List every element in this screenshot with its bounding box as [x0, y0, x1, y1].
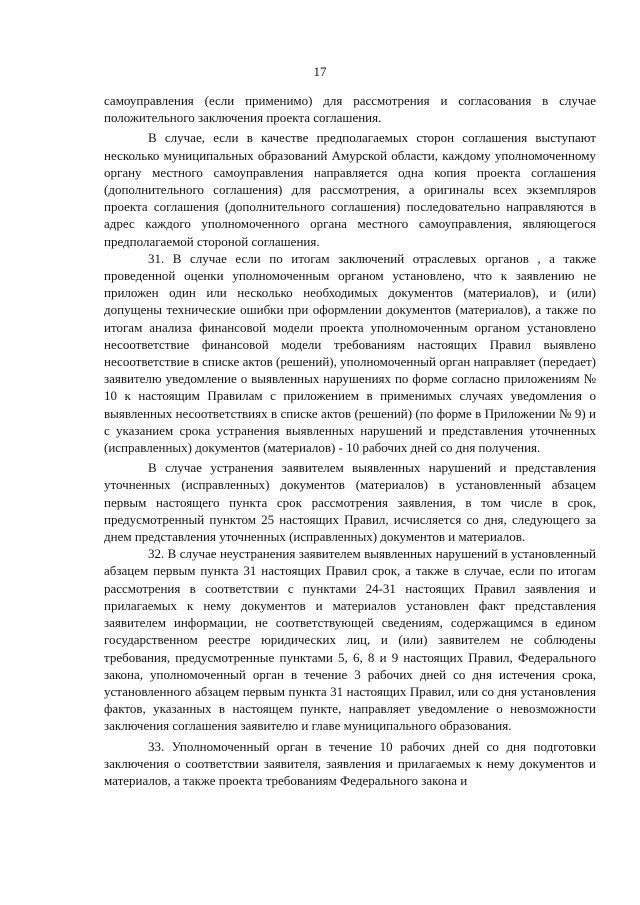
paragraph-continuation: самоуправления (если применимо) для рассмотрения и согласования в случае положительного заключения проекта соглашения. — [104, 93, 596, 126]
document-body — [104, 92, 596, 789]
paragraph-clause-31-remedy: В случае устранения заявителем выявленных нарушений и представления уточненных (исправленных) документов (материалов) в установленный абзацем первым настоящего пункта срок рассмотрения заявления, в том числе в срок, предусмотренный пунктом 25 настоящих Правил, исчисляется со дня, следующего за днем представления уточненных (исправленных) документов и материалов. — [104, 460, 596, 545]
paragraph-clause-32: 32. В случае неустранения заявителем выявленных нарушений в установленный абзацем первым пункта 31 настоящих Правил срок, а также в случае, если по итогам рассмотрения в соответствии с пунктами 24-31 настоящих Правил заявления и прилагаемых к нему документов и материалов установлен факт представления заявителем информации, не соответствующей сведениям, содержащимся в едином государственном реестре юридических лиц, и (или) заявителем не соблюдены требования, предусмотренные пунктами 5, 6, 8 и 9 настоящих Правил, Федерального закона, уполномоченный орган в течение 3 рабочих дней со дня истечения срока, установленного абзацем первым пункта 31 настоящих Правил, или со дня установления фактов, указанных в настоящем пункте, направляет уведомление о невозможности заключения соглашения заявителю и главе муниципального образования. — [104, 546, 596, 734]
page-number: 17 — [313, 64, 327, 79]
paragraph-municipal-copies: В случае, если в качестве предполагаемых сторон соглашения выступают несколько муниципальных образований Амурской области, каждому уполномоченному органу местного самоуправления направляется одна копия проекта соглашения (дополнительного соглашения) для рассмотрения, а оригиналы всех экземпляров проекта соглашения (дополнительного соглашения) последовательно направляются в адрес каждого уполномоченного органа местного самоуправления, являющегося предполагаемой стороной соглашения. — [104, 130, 596, 249]
paragraph-clause-31: 31. В случае если по итогам заключений отраслевых органов , а также проведенной оценки уполномоченным органом установлено, что к заявлению не приложен один или несколько необходимых документов (материалов), и (или) допущены технические ошибки при оформлении документов (материалов), а также по итогам анализа финансовой модели проекта уполномоченным органом установлено несоответствие финансовой модели требованиям настоящих Правил выявлено несоответствие в списке актов (решений), уполномоченный орган направляет (передает) заявителю уведомление о выявленных нарушениях по форме согласно приложениям № 10 к настоящим Правилам с приложением в применимых случаях уведомления о выявленных несоответствиях в списке актов (решений) (по форме в Приложении № 9) и с указанием срока устранения выявленных нарушений и представления уточненных (исправленных) документов (материалов) - 10 рабочих дней со дня получения. — [104, 250, 596, 456]
paragraph-clause-33: 33. Уполномоченный орган в течение 10 рабочих дней со дня подготовки заключения о соответствии заявителя, заявления и прилагаемых к нему документов и материалов, а также проекта требованиям Федерального закона и — [104, 738, 596, 788]
